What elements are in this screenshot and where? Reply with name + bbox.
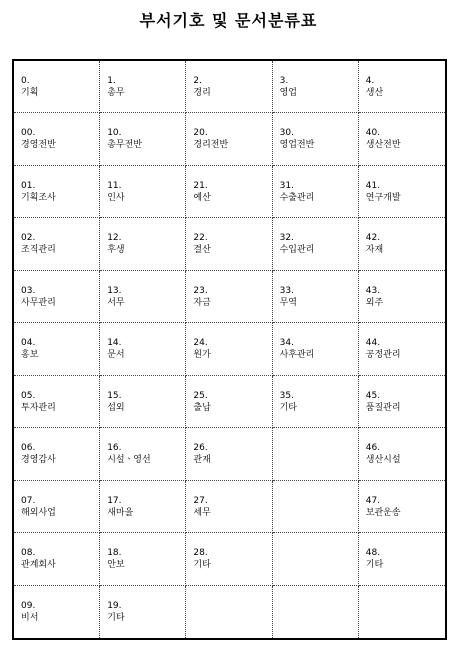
dept-name: 원가 (193, 350, 211, 361)
dept-name: 새마을 (107, 507, 134, 518)
table-cell (273, 323, 359, 375)
table-cell (273, 586, 359, 638)
document-title: 부서기호 및 문서분류표 (139, 11, 318, 30)
dept-name: 관재 (193, 455, 211, 466)
table-cell (359, 481, 445, 533)
dept-name: 연구개발 (365, 192, 401, 203)
table-cell (186, 586, 272, 638)
table-cell (100, 428, 186, 480)
table-cell (14, 533, 100, 585)
dept-code: 41. (365, 180, 381, 191)
dept-code: 16. (107, 443, 122, 454)
dept-code: 26. (193, 443, 208, 454)
table-cell (273, 166, 359, 218)
dept-code: 10. (107, 128, 122, 139)
dept-name: 기타 (193, 560, 211, 571)
table-cell (14, 481, 100, 533)
table-cell (186, 428, 272, 480)
dept-code: 30. (279, 128, 294, 139)
table-cell (359, 61, 445, 113)
dept-name: 공정관리 (365, 350, 401, 361)
dept-name: 외주 (365, 297, 384, 308)
table-cell (14, 218, 100, 270)
dept-name: 품질관리 (365, 402, 401, 413)
dept-name: 영업전반 (279, 140, 315, 151)
dept-code: 03. (21, 285, 36, 296)
dept-name: 홍보 (21, 350, 39, 361)
table-cell (359, 271, 445, 323)
dept-name: 기획 (21, 88, 39, 98)
table-cell (14, 61, 100, 113)
table-cell (273, 481, 359, 533)
dept-code: 22. (193, 233, 208, 244)
dept-code: 02. (21, 233, 36, 244)
table-cell (14, 271, 100, 323)
table-cell (273, 113, 359, 165)
dept-name: 무역 (279, 297, 297, 308)
table-cell (186, 61, 272, 113)
table-cell (14, 586, 100, 638)
table-cell (273, 218, 359, 270)
dept-name: 보관운송 (365, 507, 401, 518)
dept-name: 투자관리 (21, 402, 56, 413)
dept-code: 44. (365, 338, 381, 349)
table-cell (14, 323, 100, 375)
dept-code: 08. (21, 548, 36, 559)
dept-code: 28. (193, 548, 208, 559)
table-cell (186, 218, 272, 270)
dept-code: 1. (107, 76, 116, 86)
table-cell (100, 533, 186, 585)
table-cell (273, 533, 359, 585)
table-cell (100, 376, 186, 428)
table-cell (359, 113, 445, 165)
dept-name: 안보 (107, 560, 125, 571)
table-cell (100, 166, 186, 218)
table-cell (14, 376, 100, 428)
table-cell (186, 533, 272, 585)
dept-name: 결산 (193, 245, 211, 256)
dept-code: 12. (107, 233, 122, 244)
dept-name: 수출관리 (279, 192, 315, 203)
dept-code: 35. (279, 390, 294, 401)
dept-name: 생산 (365, 88, 384, 98)
dept-code: 00. (21, 128, 36, 139)
dept-name: 기타 (365, 560, 384, 571)
table-cell (100, 61, 186, 113)
dept-code: 15. (107, 390, 122, 401)
dept-name: 예산 (193, 192, 211, 203)
table-cell (359, 323, 445, 375)
table-cell (100, 586, 186, 638)
table-cell (359, 533, 445, 585)
dept-code: 11. (107, 180, 122, 191)
dept-code: 2. (193, 76, 202, 86)
dept-code: 17. (107, 495, 122, 506)
dept-name: 경리전반 (193, 140, 229, 151)
table-cell (186, 271, 272, 323)
dept-name: 문서 (107, 350, 125, 361)
table-cell (100, 113, 186, 165)
dept-name: 자금 (193, 297, 211, 308)
dept-name: 조직관리 (21, 245, 56, 256)
dept-name: 수입관리 (279, 245, 315, 256)
dept-code: 25. (193, 390, 208, 401)
dept-name: 생산시설 (365, 455, 401, 466)
dept-code: 34. (279, 338, 294, 349)
dept-name: 사무관리 (21, 297, 56, 308)
table-cell (273, 271, 359, 323)
table-cell (14, 428, 100, 480)
dept-name: 인사 (107, 192, 125, 203)
dept-name: 사후관리 (279, 350, 315, 361)
table-cell (14, 166, 100, 218)
dept-code: 46. (365, 443, 381, 454)
dept-name: 해외사업 (21, 507, 56, 518)
dept-name: 경영전반 (21, 140, 56, 151)
dept-name: 시설ㆍ영선 (107, 455, 151, 466)
dept-name: 서무 (107, 297, 125, 308)
table-cell (359, 586, 445, 638)
table-cell (100, 271, 186, 323)
dept-code: 31. (279, 180, 294, 191)
table-cell (359, 428, 445, 480)
dept-name: 후생 (107, 245, 125, 256)
dept-code: 19. (107, 600, 122, 611)
dept-code: 06. (21, 443, 36, 454)
table-cell (100, 218, 186, 270)
table-cell (186, 166, 272, 218)
table-cell (14, 113, 100, 165)
dept-code: 23. (193, 285, 208, 296)
dept-code: 42. (365, 233, 381, 244)
dept-name: 섭외 (107, 402, 125, 413)
table-cell (186, 481, 272, 533)
dept-code: 43. (365, 285, 381, 296)
table-cell (273, 61, 359, 113)
dept-name: 총무전반 (107, 140, 142, 151)
dept-code: 45. (365, 390, 381, 401)
table-cell (186, 376, 272, 428)
table-cell (273, 428, 359, 480)
dept-name: 영업 (279, 88, 297, 98)
table-cell (186, 113, 272, 165)
dept-code: 33. (279, 285, 294, 296)
dept-code: 0. (21, 76, 30, 86)
dept-name: 비서 (21, 612, 39, 623)
table-cell (359, 376, 445, 428)
dept-code: 27. (193, 495, 208, 506)
dept-name: 자재 (365, 245, 384, 256)
dept-code: 4. (365, 76, 375, 86)
dept-name: 기타 (279, 402, 297, 413)
table-cell (186, 323, 272, 375)
dept-name: 세무 (193, 507, 211, 518)
dept-name: 관계회사 (21, 560, 56, 571)
dept-code: 13. (107, 285, 122, 296)
dept-code: 47. (365, 495, 381, 506)
dept-code: 48. (365, 548, 381, 559)
table-cell (359, 166, 445, 218)
classification-table (12, 59, 447, 640)
table-cell (273, 376, 359, 428)
dept-code: 20. (193, 128, 208, 139)
dept-code: 18. (107, 548, 122, 559)
dept-name: 총무 (107, 88, 125, 98)
dept-name: 경영감사 (21, 455, 56, 466)
dept-name: 생산전반 (365, 140, 401, 151)
dept-code: 24. (193, 338, 208, 349)
table-cell (100, 323, 186, 375)
dept-code: 01. (21, 180, 36, 191)
dept-code: 09. (21, 600, 36, 611)
table-cell (100, 481, 186, 533)
dept-name: 경리 (193, 88, 211, 98)
dept-name: 기획조사 (21, 192, 56, 203)
dept-code: 21. (193, 180, 208, 191)
table-cell (359, 218, 445, 270)
dept-code: 05. (21, 390, 36, 401)
dept-code: 07. (21, 495, 36, 506)
dept-code: 40. (365, 128, 381, 139)
dept-code: 32. (279, 233, 294, 244)
dept-code: 14. (107, 338, 122, 349)
dept-name: 출납 (193, 402, 211, 413)
dept-code: 3. (279, 76, 289, 86)
dept-name: 기타 (107, 612, 125, 623)
dept-code: 04. (21, 338, 36, 349)
